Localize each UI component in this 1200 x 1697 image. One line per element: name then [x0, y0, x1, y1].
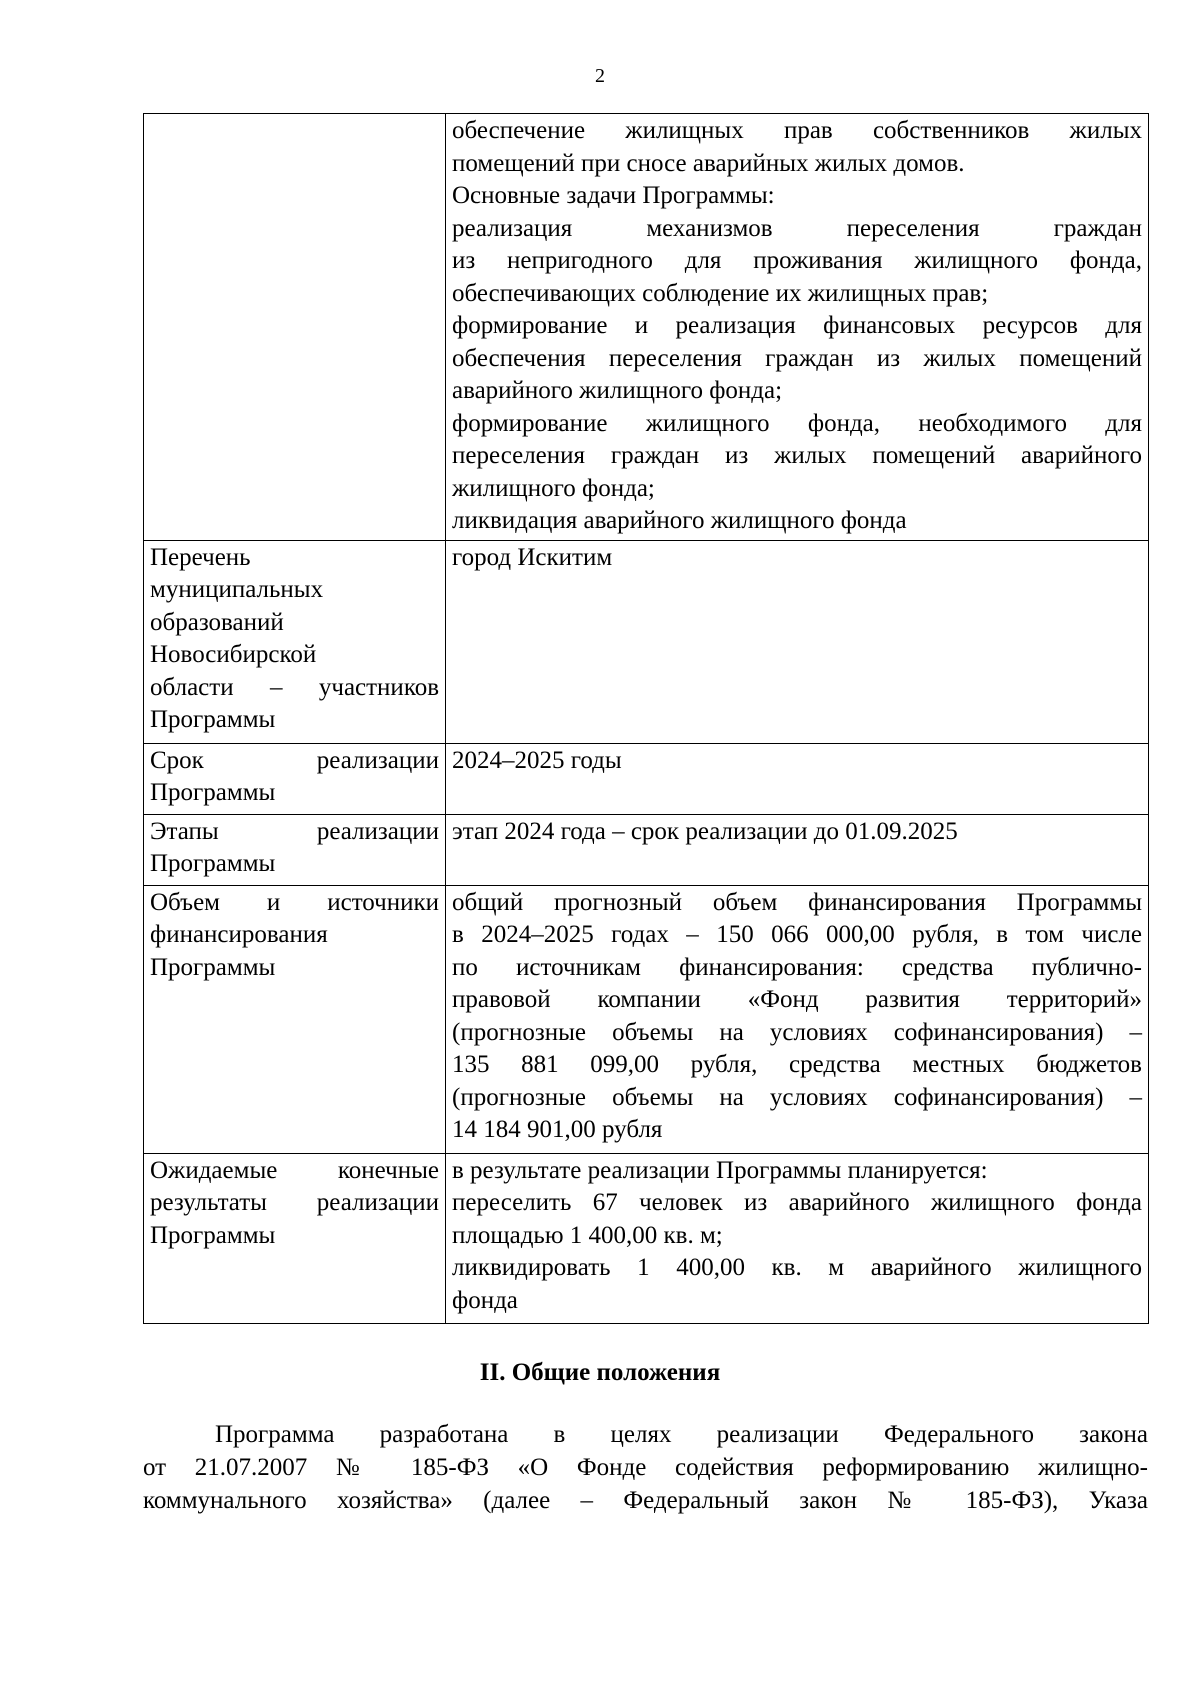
text-line: финансирования [150, 921, 328, 948]
text-line: в результате реализации Программы планируется: [452, 1156, 988, 1184]
text-line: от 21.07.2007 № 185-ФЗ «О Фонде содействия реформированию жилищно- [143, 1454, 1148, 1481]
text-line: результаты реализации [150, 1189, 439, 1216]
row-value-cell [446, 814, 1149, 885]
text-line: правовой компании «Фонд развития территорий» [452, 986, 1142, 1013]
text-line: Объем и источники [150, 888, 439, 916]
row-label-cell [144, 743, 446, 814]
text-line: город Искитим [452, 543, 613, 571]
text-line: общий прогнозный объем финансирования Программы [452, 888, 1142, 916]
text-line: образований [150, 608, 284, 636]
text-line: 2024–2025 годы [452, 746, 622, 774]
text-line: области – участников [150, 673, 439, 701]
text-line: Программа разработана в целях реализации Федерального закона [215, 1421, 1148, 1448]
text-line: Перечень [150, 543, 251, 571]
text-line: Программы [150, 850, 276, 877]
text-line: реализация механизмов переселения граждан [452, 214, 1142, 242]
text-line: Основные задачи Программы: [452, 182, 775, 209]
table-row [144, 885, 1149, 1153]
text-line: в 2024–2025 годах – 150 066 000,00 рубля, в том числе [452, 921, 1142, 948]
text-line: обеспечение жилищных прав собственников жилых [452, 117, 1142, 144]
table-row [144, 114, 1149, 541]
table-row [144, 540, 1149, 743]
page-number: 2 [595, 65, 605, 87]
row-value-cell [446, 885, 1149, 1153]
row-value-cell [446, 743, 1149, 814]
text-line: Новосибирской [150, 641, 317, 668]
row-value-cell [446, 540, 1149, 743]
text-line: обеспечивающих соблюдение их жилищных прав; [452, 279, 989, 307]
text-line: Программы [150, 779, 276, 806]
text-line: аварийного жилищного фонда; [452, 377, 783, 404]
row-value-cell [446, 114, 1149, 541]
table-row [144, 1153, 1149, 1323]
program-passport-table [143, 113, 1149, 1324]
text-line: (прогнозные объемы на условиях софинансирования) – [452, 1083, 1142, 1111]
text-line: фонда [452, 1286, 518, 1314]
text-line: переселения граждан из жилых помещений аварийного [452, 442, 1142, 469]
text-line: ликвидировать 1 400,00 кв. м аварийного жилищного [452, 1254, 1142, 1281]
text-line: ликвидация аварийного жилищного фонда [452, 507, 907, 534]
row-label-cell [144, 114, 446, 541]
text-line: жилищного фонда; [452, 474, 655, 502]
text-line: коммунального хозяйства» (далее – Федеральный закон № 185-ФЗ), Указа [143, 1487, 1148, 1514]
text-line: Программы [150, 953, 276, 981]
text-line: Ожидаемые конечные [150, 1156, 439, 1184]
text-line: Программы [150, 1221, 276, 1249]
text-line: помещений при сносе аварийных жилых домов. [452, 149, 965, 177]
table-row [144, 814, 1149, 885]
row-label-cell [144, 1153, 446, 1323]
row-label-cell [144, 540, 446, 743]
text-line: (прогнозные объемы на условиях софинансирования) – [452, 1018, 1142, 1046]
row-label-cell [144, 885, 446, 1153]
text-line: Срок реализации [150, 746, 439, 774]
text-line: 14 184 901,00 рубля [452, 1116, 663, 1143]
text-line: 135 881 099,00 рубля, средства местных бюджетов [452, 1051, 1142, 1078]
text-line: муниципальных [150, 576, 324, 603]
table-row [144, 743, 1149, 814]
text-line: площадью 1 400,00 кв. м; [452, 1221, 723, 1249]
text-line: переселить 67 человек из аварийного жилищного фонда [452, 1189, 1142, 1216]
text-line: из непригодного для проживания жилищного фонда, [452, 247, 1142, 274]
text-line: Программы [150, 706, 276, 733]
row-value-cell [446, 1153, 1149, 1323]
text-line: формирование и реализация финансовых ресурсов для [452, 312, 1142, 339]
body-paragraph [143, 1418, 1148, 1517]
text-line: по источникам финансирования: средства публично- [452, 953, 1142, 981]
text-line: формирование жилищного фонда, необходимого для [452, 409, 1142, 437]
text-line: обеспечения переселения граждан из жилых помещений [452, 344, 1142, 372]
row-label-cell [144, 814, 446, 885]
text-line: Этапы реализации [150, 817, 439, 845]
section-title: II. Общие положения [479, 1359, 721, 1386]
text-line: этап 2024 года – срок реализации до 01.09.2025 [452, 817, 958, 845]
